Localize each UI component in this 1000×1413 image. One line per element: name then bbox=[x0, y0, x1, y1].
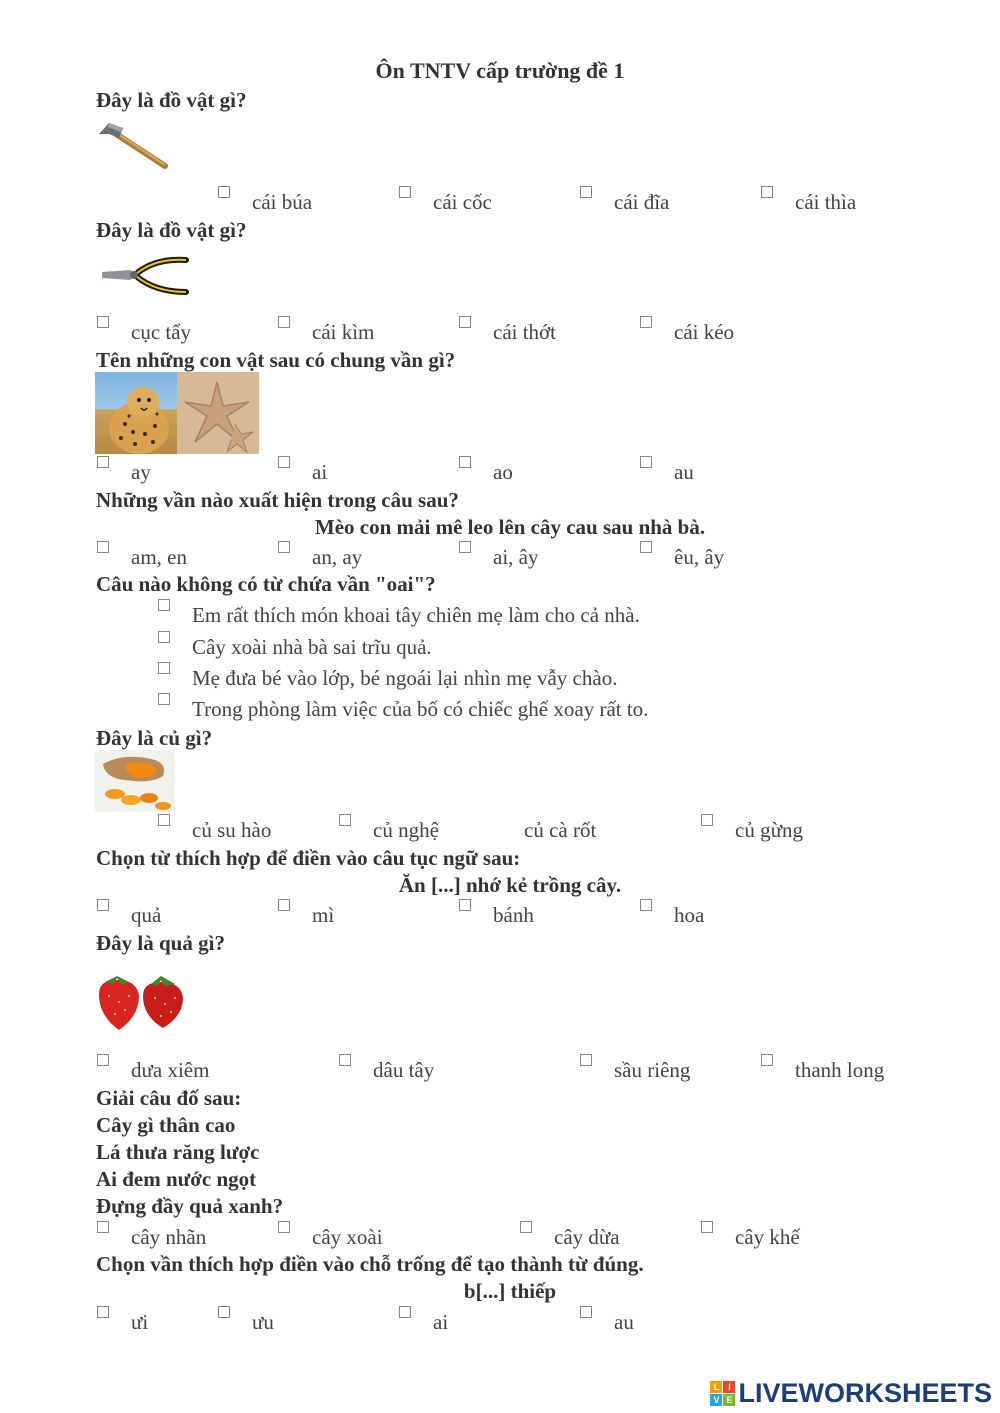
checkbox[interactable] bbox=[459, 456, 471, 468]
question-1-prompt: Đây là đồ vật gì? bbox=[96, 88, 247, 112]
option-label: củ nghệ bbox=[373, 818, 439, 842]
checkbox[interactable] bbox=[701, 814, 713, 826]
option-label: dâu tây bbox=[373, 1058, 435, 1082]
question-10-sentence: b[...] thiếp bbox=[463, 1279, 557, 1303]
checkbox[interactable] bbox=[97, 1306, 109, 1318]
checkbox[interactable] bbox=[459, 899, 471, 911]
q5-option-1[interactable] bbox=[158, 603, 640, 628]
checkbox[interactable] bbox=[640, 899, 652, 911]
option-label: cây nhãn bbox=[131, 1225, 207, 1249]
q9-option-1[interactable] bbox=[97, 1225, 206, 1250]
option-label: au bbox=[614, 1310, 634, 1334]
q1-option-3[interactable] bbox=[580, 190, 669, 215]
checkbox[interactable] bbox=[520, 1221, 532, 1233]
checkbox[interactable] bbox=[399, 1306, 411, 1318]
option-label: ai, ây bbox=[493, 545, 539, 569]
q4-option-3[interactable] bbox=[459, 545, 538, 570]
question-4-sentence: Mèo con mải mê leo lên cây cau sau nhà bà. bbox=[314, 515, 706, 539]
checkbox[interactable] bbox=[580, 1306, 592, 1318]
q7-option-2[interactable] bbox=[278, 903, 334, 928]
q8-option-4[interactable] bbox=[761, 1058, 884, 1083]
option-label: cây xoài bbox=[312, 1225, 383, 1249]
riddle-line-4: Đựng đầy quả xanh? bbox=[96, 1194, 284, 1218]
q6-option-3[interactable] bbox=[490, 818, 596, 843]
q2-option-4[interactable] bbox=[640, 320, 734, 345]
option-label: ai bbox=[433, 1310, 449, 1334]
q1-option-4[interactable] bbox=[761, 190, 856, 215]
checkbox[interactable] bbox=[278, 541, 290, 553]
q3-option-3[interactable] bbox=[459, 460, 513, 485]
checkbox[interactable] bbox=[158, 599, 170, 611]
q7-option-4[interactable] bbox=[640, 903, 704, 928]
checkbox[interactable] bbox=[278, 316, 290, 328]
checkbox[interactable] bbox=[278, 456, 290, 468]
q5-option-3[interactable] bbox=[158, 666, 617, 691]
q6-option-4[interactable] bbox=[701, 818, 803, 843]
hammer-image bbox=[95, 118, 170, 173]
checkbox[interactable] bbox=[158, 662, 170, 674]
q2-option-1[interactable] bbox=[97, 320, 191, 345]
riddle-line-3: Ai đem nước ngọt bbox=[96, 1167, 257, 1191]
q10-option-1[interactable] bbox=[97, 1310, 148, 1335]
option-label: am, en bbox=[131, 545, 187, 569]
option-label: Cây xoài nhà bà sai trĩu quả. bbox=[192, 635, 432, 659]
checkbox[interactable] bbox=[640, 456, 652, 468]
q3-option-2[interactable] bbox=[278, 460, 327, 485]
option-label: củ su hào bbox=[192, 818, 272, 842]
checkbox[interactable] bbox=[640, 541, 652, 553]
option-label: mì bbox=[312, 903, 335, 927]
pliers-image bbox=[100, 252, 190, 300]
q1-option-1[interactable] bbox=[218, 190, 312, 215]
option-label: ưi bbox=[131, 1310, 149, 1334]
liveworksheets-logo bbox=[710, 1378, 992, 1409]
option-label: thanh long bbox=[795, 1058, 885, 1082]
question-6-prompt: Đây là củ gì? bbox=[96, 726, 213, 750]
logo-icon bbox=[710, 1381, 735, 1406]
option-label: cái kìm bbox=[312, 320, 375, 344]
q5-option-2[interactable] bbox=[158, 635, 432, 660]
checkbox[interactable] bbox=[218, 186, 230, 198]
question-5-prompt: Câu nào không có từ chứa vần "oai"? bbox=[96, 572, 436, 596]
q4-option-2[interactable] bbox=[278, 545, 362, 570]
page-title: Ôn TNTV cấp trường đề 1 bbox=[375, 58, 625, 83]
checkbox[interactable] bbox=[459, 541, 471, 553]
q3-option-4[interactable] bbox=[640, 460, 694, 485]
option-label: cái thớt bbox=[493, 320, 556, 344]
option-label: ưu bbox=[252, 1310, 274, 1334]
q6-option-2[interactable] bbox=[339, 818, 439, 843]
q1-option-2[interactable] bbox=[399, 190, 492, 215]
q2-option-3[interactable] bbox=[459, 320, 556, 345]
option-label: an, ay bbox=[312, 545, 363, 569]
option-label: bánh bbox=[493, 903, 534, 927]
question-10-prompt: Chọn vần thích hợp điền vào chỗ trống để tạo thành từ đúng. bbox=[96, 1252, 644, 1276]
logo-text: LIVEWORKSHEETS bbox=[738, 1378, 992, 1408]
checkbox[interactable] bbox=[97, 1221, 109, 1233]
question-8-prompt: Đây là quả gì? bbox=[96, 931, 225, 955]
logo-tile: V bbox=[710, 1394, 722, 1406]
option-label: cục tẩy bbox=[131, 320, 192, 344]
turmeric-image bbox=[95, 750, 175, 812]
option-label: sầu riêng bbox=[614, 1058, 691, 1082]
q2-option-2[interactable] bbox=[278, 320, 374, 345]
checkbox[interactable] bbox=[97, 541, 109, 553]
checkbox[interactable] bbox=[158, 814, 170, 826]
option-label: củ gừng bbox=[735, 818, 803, 842]
option-label: củ cà rốt bbox=[524, 818, 597, 842]
option-label: ai bbox=[312, 460, 328, 484]
option-label: hoa bbox=[674, 903, 705, 927]
checkbox[interactable] bbox=[459, 316, 471, 328]
option-label: cây khế bbox=[735, 1225, 800, 1249]
q7-option-1[interactable] bbox=[97, 903, 161, 928]
option-label: cây dừa bbox=[554, 1225, 620, 1249]
q8-option-1[interactable] bbox=[97, 1058, 209, 1083]
q4-option-1[interactable] bbox=[97, 545, 187, 570]
question-4-prompt: Những vần nào xuất hiện trong câu sau? bbox=[96, 488, 459, 512]
question-7-sentence: Ăn [...] nhớ kẻ trồng cây. bbox=[398, 873, 622, 897]
option-label: cái kéo bbox=[674, 320, 735, 344]
q10-option-4[interactable] bbox=[580, 1310, 634, 1335]
strawberry-image bbox=[95, 972, 191, 1034]
question-3-prompt: Tên những con vật sau có chung vần gì? bbox=[96, 348, 456, 372]
option-label: cái thìa bbox=[795, 190, 857, 214]
question-2-prompt: Đây là đồ vật gì? bbox=[96, 218, 247, 242]
riddle-line-1: Cây gì thân cao bbox=[96, 1113, 236, 1137]
q5-option-4[interactable] bbox=[158, 697, 648, 722]
q10-option-2[interactable] bbox=[218, 1310, 274, 1335]
logo-tile: I bbox=[723, 1381, 735, 1393]
checkbox[interactable] bbox=[761, 186, 773, 198]
option-label: ay bbox=[131, 460, 151, 484]
riddle-line-2: Lá thưa răng lược bbox=[96, 1140, 260, 1164]
q8-option-3[interactable] bbox=[580, 1058, 690, 1083]
option-label: Mẹ đưa bé vào lớp, bé ngoái lại nhìn mẹ vẫy chào. bbox=[192, 666, 618, 690]
checkbox[interactable] bbox=[701, 1221, 713, 1233]
checkbox[interactable] bbox=[580, 1054, 592, 1066]
option-label: cái búa bbox=[252, 190, 313, 214]
q4-option-4[interactable] bbox=[640, 545, 724, 570]
option-label: cái đĩa bbox=[614, 190, 670, 214]
checkbox[interactable] bbox=[158, 631, 170, 643]
starfish-image bbox=[177, 372, 259, 454]
option-label: au bbox=[674, 460, 694, 484]
logo-tile: E bbox=[723, 1394, 735, 1406]
checkbox[interactable] bbox=[761, 1054, 773, 1066]
checkbox[interactable] bbox=[158, 693, 170, 705]
question-9-prompt: Giải câu đố sau: bbox=[96, 1086, 242, 1110]
q10-option-3[interactable] bbox=[399, 1310, 448, 1335]
question-7-prompt: Chọn từ thích hợp để điền vào câu tục ngữ sau: bbox=[96, 846, 521, 870]
q8-option-2[interactable] bbox=[339, 1058, 434, 1083]
option-label: cái cốc bbox=[433, 190, 492, 214]
option-label: dưa xiêm bbox=[131, 1058, 210, 1082]
checkbox[interactable] bbox=[97, 316, 109, 328]
q9-option-2[interactable] bbox=[278, 1225, 383, 1250]
option-label: quả bbox=[131, 903, 162, 927]
checkbox[interactable] bbox=[218, 1306, 230, 1318]
option-label: ao bbox=[493, 460, 513, 484]
q9-option-3[interactable] bbox=[520, 1225, 620, 1250]
checkbox[interactable] bbox=[339, 814, 351, 826]
cheetah-image bbox=[95, 372, 177, 454]
checkbox[interactable] bbox=[97, 456, 109, 468]
q9-option-4[interactable] bbox=[701, 1225, 800, 1250]
option-label: Em rất thích món khoai tây chiên mẹ làm cho cả nhà. bbox=[192, 603, 640, 627]
checkbox[interactable] bbox=[97, 899, 109, 911]
q7-option-3[interactable] bbox=[459, 903, 534, 928]
logo-tile: L bbox=[710, 1381, 722, 1393]
option-label: Trong phòng làm việc của bố có chiếc ghế xoay rất to. bbox=[192, 697, 649, 721]
checkbox[interactable] bbox=[580, 186, 592, 198]
option-label: êu, ây bbox=[674, 545, 725, 569]
checkbox[interactable] bbox=[97, 1054, 109, 1066]
q6-option-1[interactable] bbox=[158, 818, 271, 843]
checkbox[interactable] bbox=[399, 186, 411, 198]
checkbox[interactable] bbox=[278, 1221, 290, 1233]
checkbox[interactable] bbox=[278, 899, 290, 911]
checkbox[interactable] bbox=[640, 316, 652, 328]
checkbox[interactable] bbox=[339, 1054, 351, 1066]
q3-option-1[interactable] bbox=[97, 460, 151, 485]
